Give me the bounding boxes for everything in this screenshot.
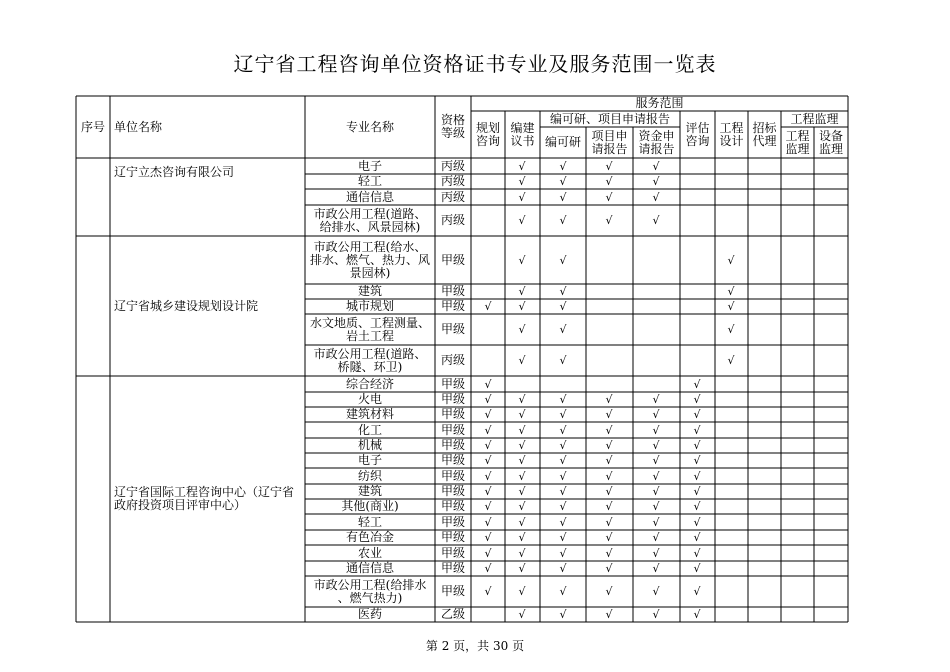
grade-cell: 丙级 — [440, 158, 465, 173]
header-specialty: 专业名称 — [345, 119, 394, 134]
check-mark: √ — [518, 354, 526, 367]
check-mark: √ — [518, 423, 526, 437]
header-service-scope: 服务范围 — [635, 96, 684, 110]
check-mark: √ — [559, 214, 567, 227]
check-mark: √ — [693, 531, 701, 544]
specialty-cell: 其他(商业) — [341, 499, 399, 513]
check-mark: √ — [693, 423, 701, 437]
check-mark: √ — [484, 485, 492, 498]
check-mark: √ — [518, 214, 526, 227]
check-mark: √ — [484, 408, 492, 421]
check-mark: √ — [484, 531, 492, 544]
check-mark: √ — [559, 562, 567, 575]
specialty-cell: 电子 — [357, 158, 382, 173]
check-mark: √ — [518, 439, 526, 452]
page-title: 辽宁省工程咨询单位资格证书专业及服务范围一览表 — [233, 52, 717, 76]
check-mark: √ — [484, 500, 492, 513]
specialty-cell: 建筑 — [357, 484, 382, 498]
check-mark: √ — [605, 175, 613, 188]
check-mark: √ — [727, 354, 735, 367]
check-mark: √ — [727, 323, 735, 336]
check-mark: √ — [652, 393, 660, 406]
check-mark: √ — [518, 546, 526, 560]
specialty-cell: 建筑材料 — [345, 407, 394, 421]
check-mark: √ — [652, 423, 660, 437]
grade-cell: 甲级 — [440, 252, 465, 267]
check-mark: √ — [484, 300, 492, 313]
grade-cell: 甲级 — [440, 322, 465, 336]
grade-cell: 甲级 — [440, 422, 465, 437]
check-mark: √ — [605, 608, 613, 621]
check-mark: √ — [652, 469, 660, 483]
check-mark: √ — [559, 531, 567, 544]
check-mark: √ — [559, 408, 567, 421]
check-mark: √ — [605, 159, 613, 173]
specialty-cell: 纺织 — [357, 468, 382, 483]
check-mark: √ — [559, 439, 567, 452]
header-unit: 单位名称 — [114, 119, 163, 134]
specialty-cell: 轻工 — [357, 174, 382, 188]
grade-cell: 甲级 — [440, 468, 465, 483]
unit-name: 辽宁立杰咨询有限公司 — [114, 165, 235, 179]
check-mark: √ — [652, 485, 660, 498]
header-fund-application: 资金申 请报告 — [638, 128, 675, 156]
header-equipment-supervision: 设备 监理 — [818, 128, 843, 156]
check-mark: √ — [693, 469, 701, 483]
grade-cell: 甲级 — [440, 453, 465, 467]
check-mark: √ — [559, 300, 567, 313]
check-mark: √ — [652, 175, 660, 188]
check-mark: √ — [693, 515, 701, 529]
check-mark: √ — [652, 585, 660, 598]
header-bidding: 招标 代理 — [752, 120, 777, 148]
check-mark: √ — [559, 546, 567, 560]
specialty-cell: 综合经济 — [345, 376, 394, 391]
check-mark: √ — [559, 354, 567, 367]
header-engineering-supervision: 工程 监理 — [785, 128, 810, 156]
check-mark: √ — [727, 300, 735, 313]
specialty-cell: 市政公用工程(道路、 给排水、风景园林) — [313, 206, 427, 234]
check-mark: √ — [605, 485, 613, 498]
grade-cell: 乙级 — [440, 607, 465, 621]
grade-cell: 丙级 — [440, 353, 465, 367]
check-mark: √ — [693, 585, 701, 598]
check-mark: √ — [484, 377, 492, 391]
unit-name: 辽宁省国际工程咨询中心（辽宁省 政府投资项目评审中心） — [114, 485, 295, 512]
check-mark: √ — [484, 585, 492, 598]
specialty-cell: 农业 — [357, 545, 382, 560]
check-mark: √ — [559, 500, 567, 513]
specialty-cell: 城市规划 — [345, 299, 394, 313]
specialty-cell: 电子 — [357, 453, 382, 467]
header-supervision-group: 工程监理 — [790, 111, 839, 126]
check-mark: √ — [484, 454, 492, 467]
specialty-cell: 轻工 — [357, 514, 382, 529]
check-mark: √ — [518, 485, 526, 498]
check-mark: √ — [484, 515, 492, 529]
check-mark: √ — [605, 408, 613, 421]
check-mark: √ — [559, 469, 567, 483]
specialty-cell: 建筑 — [357, 284, 382, 298]
check-mark: √ — [693, 454, 701, 467]
check-mark: √ — [652, 531, 660, 544]
grade-cell: 甲级 — [440, 484, 465, 498]
check-mark: √ — [559, 393, 567, 406]
check-mark: √ — [518, 323, 526, 336]
header-project-application: 项目申 请报告 — [591, 128, 628, 156]
grade-cell: 甲级 — [440, 284, 465, 298]
check-mark: √ — [559, 190, 567, 204]
check-mark: √ — [693, 439, 701, 452]
check-mark: √ — [484, 469, 492, 483]
check-mark: √ — [518, 300, 526, 313]
check-mark: √ — [652, 562, 660, 575]
unit-name: 辽宁省城乡建设规划设计院 — [114, 298, 259, 313]
check-mark: √ — [605, 439, 613, 452]
check-mark: √ — [605, 469, 613, 483]
grade-cell: 丙级 — [440, 213, 465, 227]
check-mark: √ — [518, 408, 526, 421]
specialty-cell: 水文地质、工程测量、 岩土工程 — [309, 315, 430, 343]
check-mark: √ — [652, 439, 660, 452]
check-mark: √ — [518, 393, 526, 406]
specialty-cell: 医药 — [357, 607, 382, 621]
specialty-cell: 有色冶金 — [345, 530, 394, 544]
check-mark: √ — [484, 562, 492, 575]
check-mark: √ — [518, 454, 526, 467]
check-mark: √ — [484, 546, 492, 560]
check-mark: √ — [559, 454, 567, 467]
check-mark: √ — [518, 175, 526, 188]
check-mark: √ — [559, 585, 567, 598]
check-mark: √ — [605, 190, 613, 204]
check-mark: √ — [693, 393, 701, 406]
specialty-cell: 通信信息 — [345, 189, 394, 204]
check-mark: √ — [559, 423, 567, 437]
header-design: 工程 设计 — [719, 120, 744, 148]
check-mark: √ — [605, 531, 613, 544]
check-mark: √ — [693, 608, 701, 621]
grade-cell: 丙级 — [440, 189, 465, 204]
header-no: 序号 — [80, 119, 105, 134]
grade-cell: 甲级 — [440, 545, 465, 560]
specialty-cell: 市政公用工程(给排水 、燃气热力) — [313, 577, 427, 605]
header-planning: 规划 咨询 — [475, 120, 500, 148]
check-mark: √ — [605, 585, 613, 598]
check-mark: √ — [518, 562, 526, 575]
check-mark: √ — [652, 159, 660, 173]
header-evaluation: 评估 咨询 — [685, 120, 710, 148]
grade-cell: 甲级 — [440, 584, 465, 598]
check-mark: √ — [727, 253, 735, 267]
grade-cell: 丙级 — [440, 174, 465, 188]
specialty-cell: 市政公用工程(给水、 排水、燃气、热力、风 景园林) — [309, 239, 430, 280]
check-mark: √ — [652, 454, 660, 467]
check-mark: √ — [652, 608, 660, 621]
check-mark: √ — [559, 485, 567, 498]
check-mark: √ — [652, 408, 660, 421]
grade-cell: 甲级 — [440, 438, 465, 452]
check-mark: √ — [559, 323, 567, 336]
check-mark: √ — [518, 253, 526, 267]
check-mark: √ — [559, 608, 567, 621]
check-mark: √ — [518, 190, 526, 204]
check-mark: √ — [605, 546, 613, 560]
grade-cell: 甲级 — [440, 376, 465, 391]
check-mark: √ — [605, 423, 613, 437]
check-mark: √ — [518, 159, 526, 173]
specialty-cell: 火电 — [357, 392, 382, 406]
check-mark: √ — [693, 485, 701, 498]
check-mark: √ — [652, 500, 660, 513]
header-proposal: 编建 议书 — [510, 120, 535, 148]
header-feasibility-group: 编可研、项目申请报告 — [549, 111, 670, 126]
check-mark: √ — [484, 393, 492, 406]
grade-cell: 甲级 — [440, 530, 465, 544]
grade-cell: 甲级 — [440, 407, 465, 421]
specialty-cell: 市政公用工程(道路、 桥隧、环卫) — [313, 346, 427, 374]
check-mark: √ — [652, 190, 660, 204]
check-mark: √ — [605, 562, 613, 575]
check-mark: √ — [652, 515, 660, 529]
check-mark: √ — [559, 253, 567, 267]
check-mark: √ — [518, 608, 526, 621]
specialty-cell: 通信信息 — [345, 561, 394, 575]
check-mark: √ — [605, 214, 613, 227]
check-mark: √ — [518, 285, 526, 298]
check-mark: √ — [484, 439, 492, 452]
check-mark: √ — [652, 214, 660, 227]
check-mark: √ — [652, 546, 660, 560]
check-mark: √ — [518, 515, 526, 529]
specialty-cell: 机械 — [357, 438, 382, 452]
grade-cell: 甲级 — [440, 561, 465, 575]
check-mark: √ — [559, 175, 567, 188]
check-mark: √ — [559, 285, 567, 298]
header-feasibility: 编可研 — [544, 135, 581, 149]
check-mark: √ — [605, 515, 613, 529]
check-mark: √ — [518, 500, 526, 513]
check-mark: √ — [693, 562, 701, 575]
check-mark: √ — [693, 546, 701, 560]
check-mark: √ — [559, 159, 567, 173]
check-mark: √ — [559, 515, 567, 529]
check-mark: √ — [484, 423, 492, 437]
check-mark: √ — [693, 408, 701, 421]
check-mark: √ — [518, 469, 526, 483]
specialty-cell: 化工 — [357, 422, 382, 437]
check-mark: √ — [605, 393, 613, 406]
check-mark: √ — [518, 531, 526, 544]
check-mark: √ — [605, 500, 613, 513]
header-grade: 资格 等级 — [440, 113, 465, 140]
check-mark: √ — [693, 500, 701, 513]
grade-cell: 甲级 — [440, 499, 465, 513]
check-mark: √ — [518, 585, 526, 598]
check-mark: √ — [693, 377, 701, 391]
page-footer: 第 2 页，共 30 页 — [425, 639, 525, 653]
grade-cell: 甲级 — [440, 299, 465, 313]
check-mark: √ — [605, 454, 613, 467]
check-mark: √ — [727, 285, 735, 298]
grade-cell: 甲级 — [440, 392, 465, 406]
grade-cell: 甲级 — [440, 514, 465, 529]
